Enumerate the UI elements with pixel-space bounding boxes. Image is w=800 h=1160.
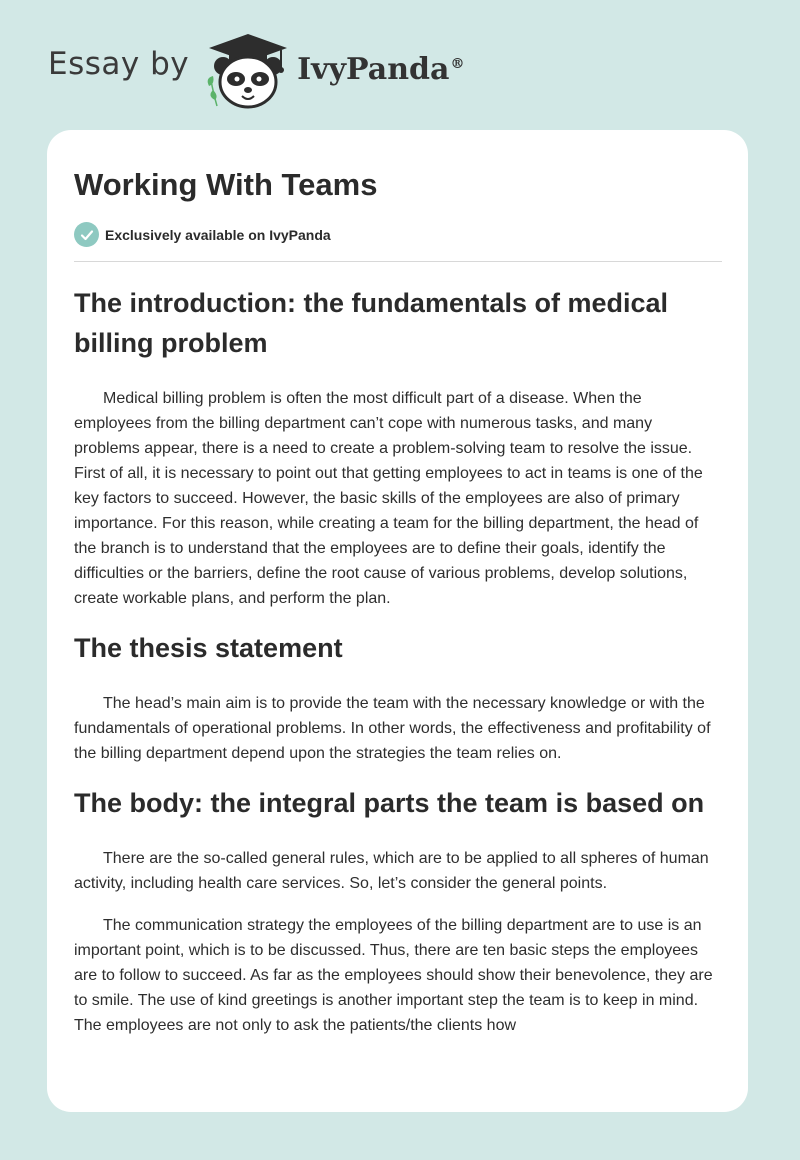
brand-header [48, 30, 464, 110]
exclusive-badge [74, 222, 722, 247]
check-circle-icon [74, 222, 99, 247]
essay-card [47, 130, 748, 1112]
paragraph: The head’s main aim is to provide the team with the necessary knowledge or with the fundamentals of operational problems. In other words, the effectiveness and profitability of the billing department depend upon the strategies the team relies on. [74, 695, 711, 762]
paragraph: Medical billing problem is often the most difficult part of a disease. When the employees from the billing department can’t cope with numerous tasks, and many problems appear, there is a need to create a problem-solving team to resolve the issue. First of all, it is necessary to point out that getting employees to act in teams is one of the key factors to succeed. However, the basic skills of the employees are also of primary importance. For this reason, while creating a team for the billing department, the head of the branch is to understand that the employees are to define their goals, identify the difficulties or the barriers, define the root cause of various problems, develop solutions, create workable plans, and perform the plan. [74, 390, 703, 607]
section-heading-introduction: The introduction: the fundamentals of medical billing problem [74, 288, 669, 358]
page-title: Working With Teams [74, 167, 378, 202]
essay-by-label: Essay by [48, 46, 190, 82]
section-heading-thesis: The thesis statement [74, 633, 343, 663]
brand-name: IvyPanda® [297, 51, 465, 87]
exclusive-badge-text: Exclusively available on IvyPanda [105, 226, 331, 243]
panda-graduate-logo-icon[interactable] [203, 30, 293, 110]
paragraph: There are the so-called general rules, which are to be applied to all spheres of human activity, including health care services. So, let’s consider the general points. [74, 850, 709, 892]
divider [74, 261, 722, 262]
section-heading-body: The body: the integral parts the team is based on [74, 788, 705, 818]
paragraph: The communication strategy the employees of the billing department are to use is an important point, which is to be discussed. Thus, there are ten basic steps the employees are to follow to succeed. As far as the employees should show their benevolence, they are to smile. The use of kind greetings is another important step the team is to keep in mind. The employees are not only to ask the patients/the clients how [74, 917, 713, 1034]
